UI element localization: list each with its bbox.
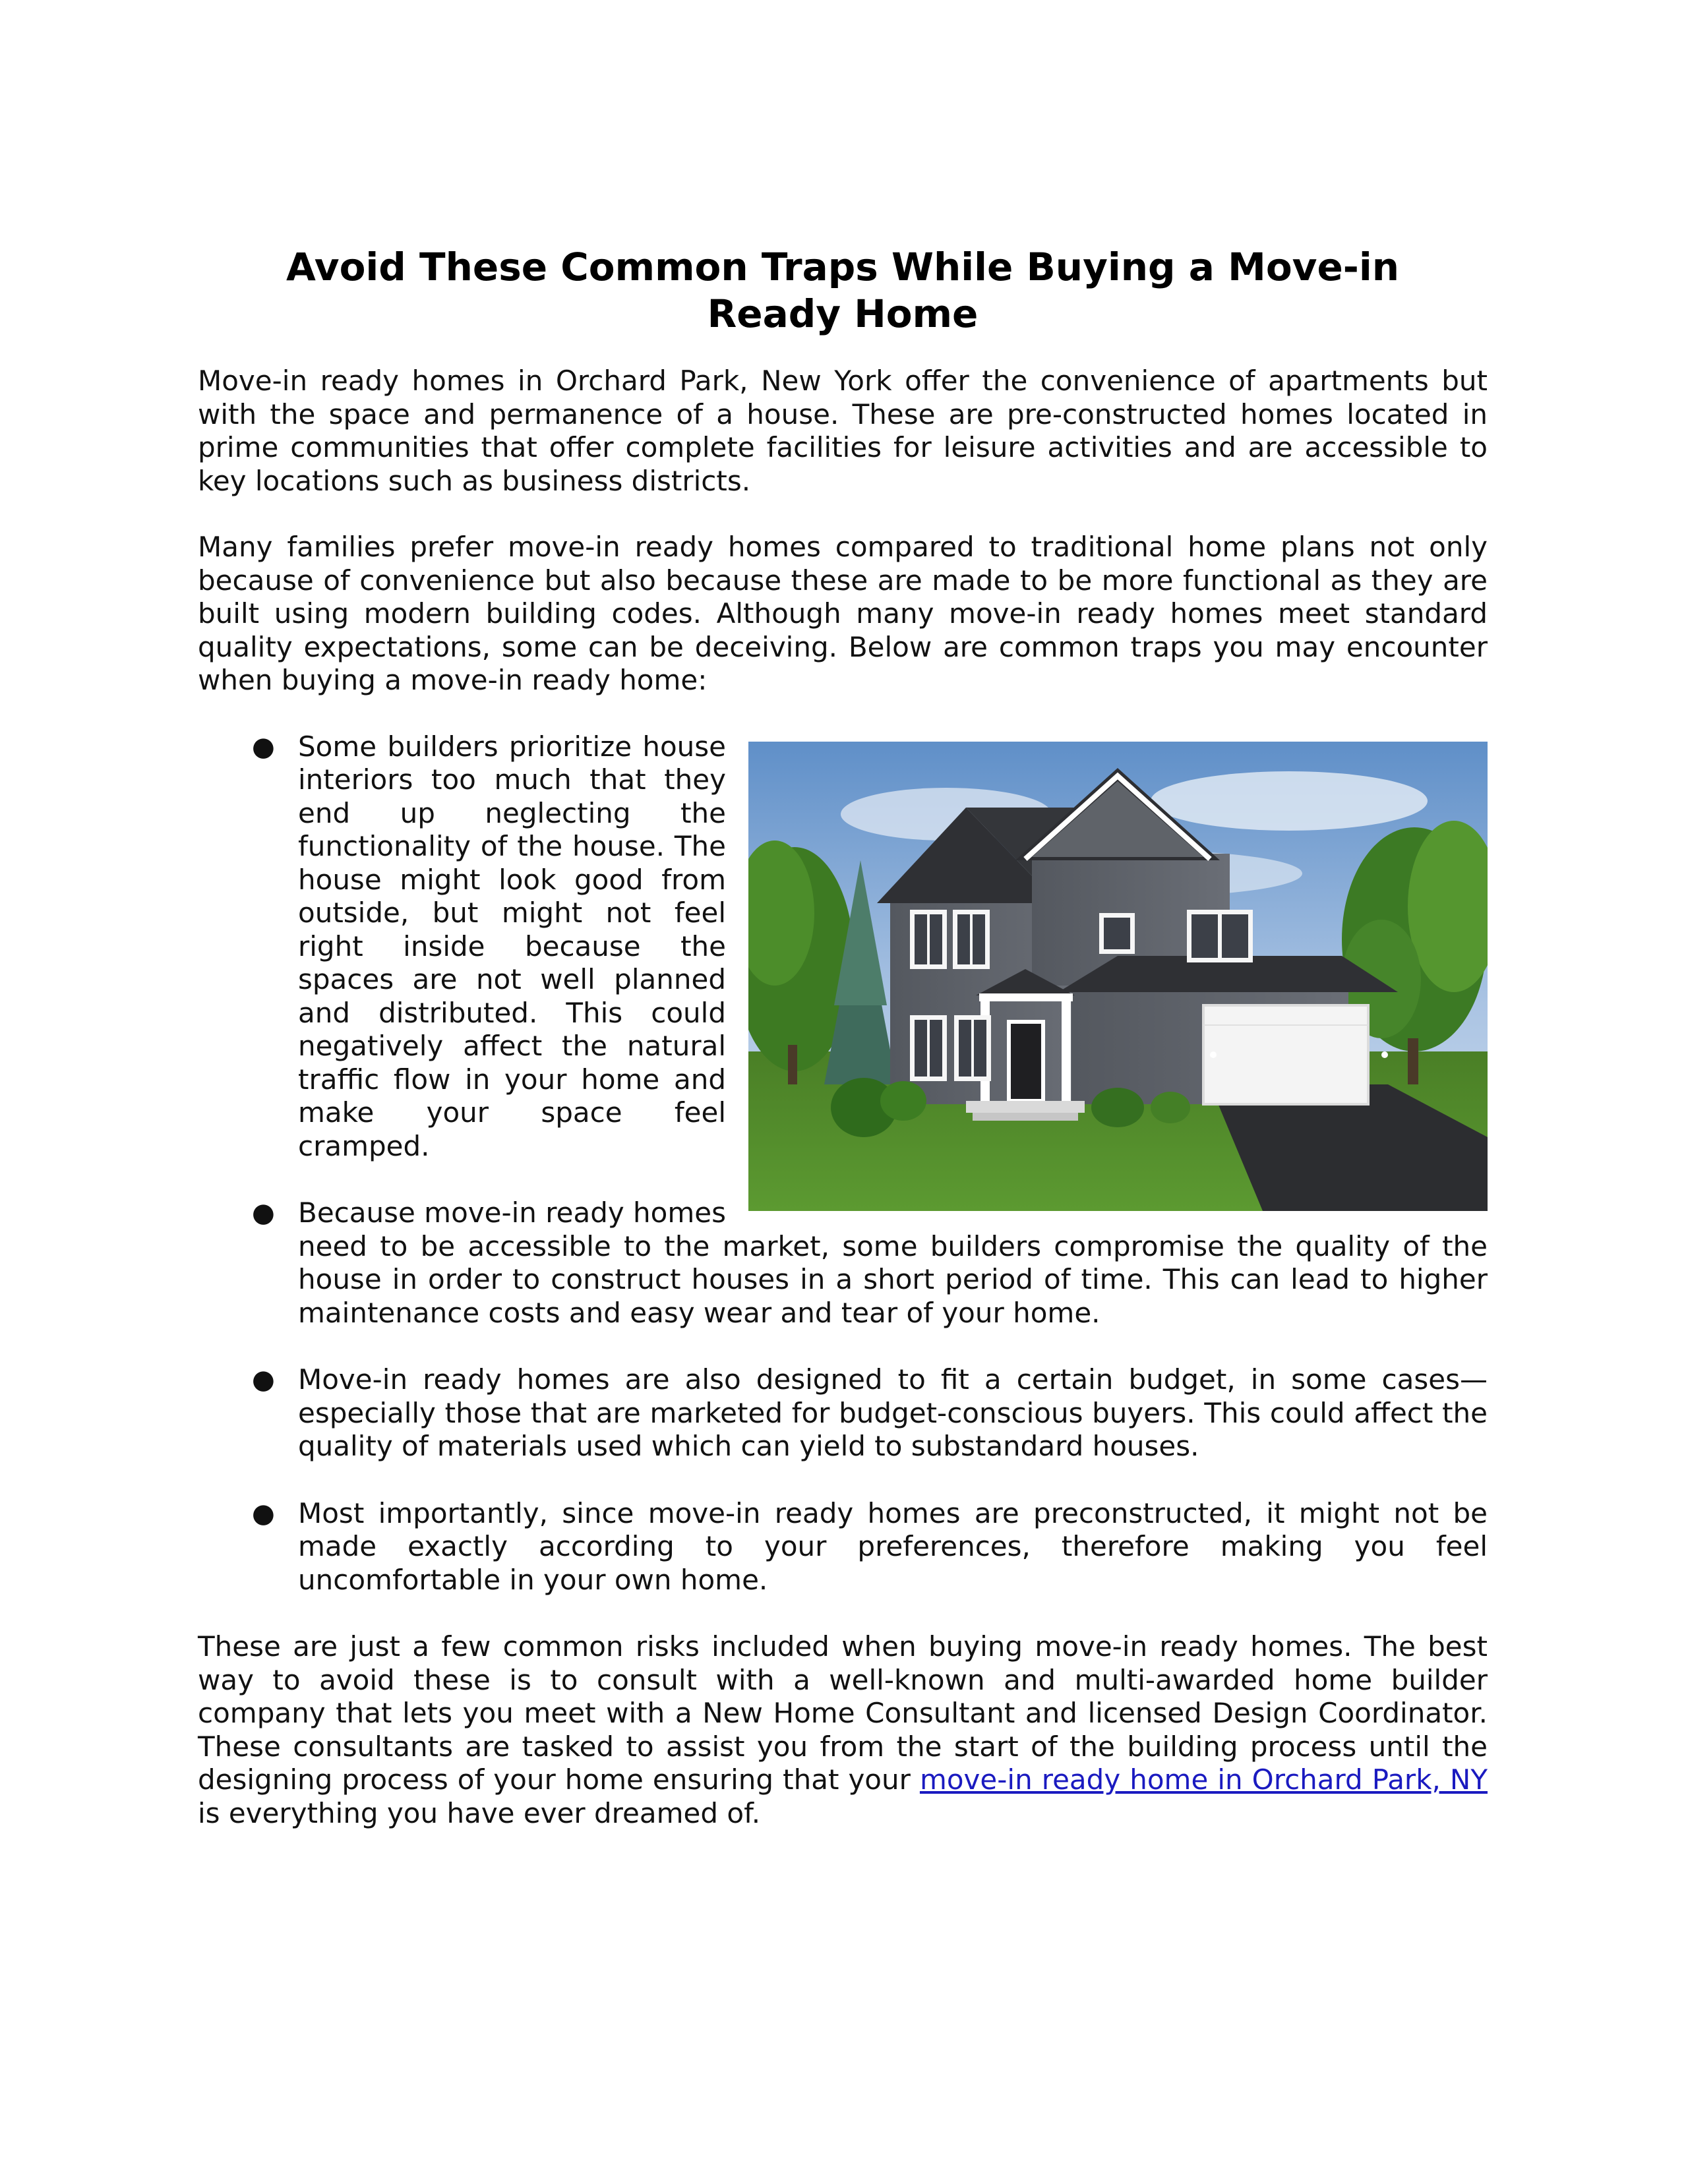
orchard-park-link[interactable]: move-in ready home in Orchard Park, NY [919,1763,1488,1796]
trap-text: Move-in ready homes are also designed to fit a certain budget, in some cases—especially those that are marketed for budget-conscious buyers. This could affect the quality of materials used which can yield to substandard houses. [298,1363,1488,1462]
closing-text-end: is everything you have ever dreamed of. [198,1796,761,1829]
traps-list [198,730,1488,1597]
article [198,244,1488,1830]
bullet-icon: ● [252,1498,275,1529]
list-item [198,1196,1488,1330]
closing-paragraph [198,1630,1488,1830]
list-item [198,1363,1488,1463]
trap-text: Most importantly, since move-in ready homes are preconstructed, it might not be made exactly according to your preferences, therefore making you feel uncomfortable in your own home. [298,1496,1488,1596]
house-image [748,742,1488,1211]
trap-text: Because move-in ready homes need to be accessible to the market, some builders compromise the quality of the house in order to construct houses in a short period of time. This can lead to higher maintenance costs and easy wear and tear of your home. [298,1196,1488,1329]
trap-text: Some builders prioritize house interiors too much that they end up neglecting the functionality of the house. The house might look good from outside, but might not feel right inside because the spaces are not well planned and distributed. This could negatively affect the natural traffic flow in your home and make your space feel cramped. [298,730,726,1162]
list-item [198,1497,1488,1597]
bullet-icon: ● [252,731,275,762]
bullet-icon: ● [252,1365,275,1395]
closing-text: These are just a few common risks included when buying move-in ready homes. The best way to avoid these is to consult with a well-known and multi-awarded home builder company that lets you meet with a New Home Consultant and licensed Design Coordinator. These consultants are tasked to assist you from the start of the building process until the designing process of your home ensuring that your [198,1630,1488,1796]
list-item [198,730,1488,1164]
article-title: Avoid These Common Traps While Buying a Move-in Ready Home [286,245,1400,336]
intro-paragraph: Move-in ready homes in Orchard Park, New York offer the convenience of apartments but with the space and permanence of a house. These are pre-constructed homes located in prime communities that offer complete facilities for leisure activities and are accessible to key locations such as business districts. [198,365,1488,497]
bullet-icon: ● [252,1198,275,1228]
context-paragraph: Many families prefer move-in ready homes compared to traditional home plans not only because of convenience but also because these are made to be more functional as they are built using modern building codes. Although many move-in ready homes meet standard quality expectations, some can be deceiving. Below are common traps you may encounter when buying a move-in ready home: [198,531,1488,696]
